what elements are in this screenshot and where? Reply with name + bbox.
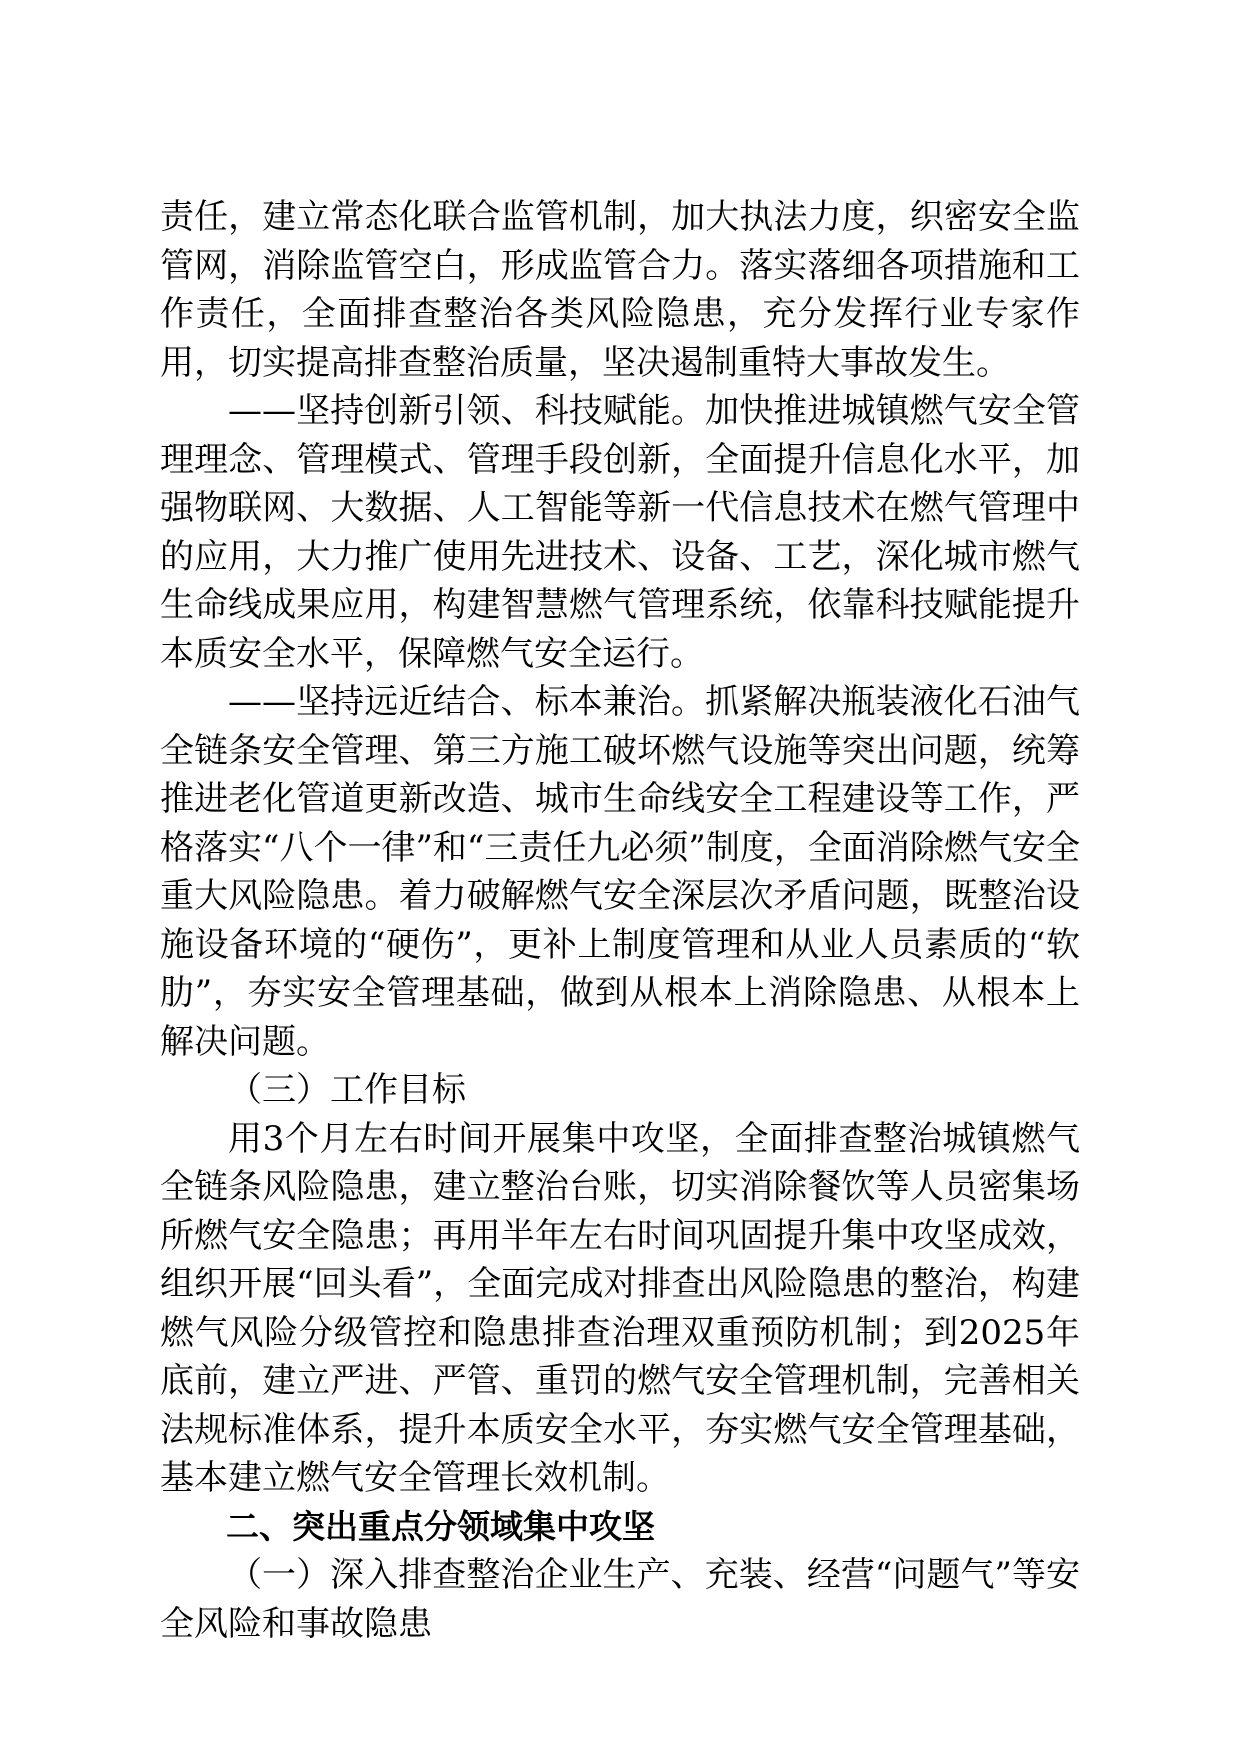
paragraph-continuation: 责任，建立常态化联合监管机制，加大执法力度，织密安全监管网，消除监管空白，形成监管合力。落实落细各项措施和工作责任，全面排查整治各类风险隐患，充分发挥行业专家作用，切实提高排查整治质量，坚决遏制重特大事故发生。 (160, 197, 1080, 383)
subsection-title-one: （一）深入排查整治企业生产、充装、经营“问题气”等安全风险和事故隐患 (160, 1555, 1080, 1644)
paragraph-long-short-term: ——坚持远近结合、标本兼治。抓紧解决瓶装液化石油气全链条安全管理、第三方施工破坏燃气设施等突出问题，统筹推进老化管道更新改造、城市生命线安全工程建设等工作，严格落实“八个一律”和“三责任九必须”制度，全面消除燃气安全重大风险隐患。着力破解燃气安全深层次矛盾问题，既整治设施设备环境的“硬伤”，更补上制度管理和从业人员素质的“软肋”，夯实安全管理基础，做到从根本上消除隐患、从根本上解决问题。 (160, 682, 1080, 1062)
chapter-heading-two: 二、突出重点分领域集中攻坚 (226, 1506, 655, 1546)
document-body (160, 193, 1080, 1648)
section-title-work-goals: （三）工作目标 (228, 1070, 466, 1110)
paragraph-innovation: ——坚持创新引领、科技赋能。加快推进城镇燃气安全管理理念、管理模式、管理手段创新，全面提升信息化水平，加强物联网、大数据、人工智能等新一代信息技术在燃气管理中的应用，大力推广使用先进技术、设备、工艺，深化城市燃气生命线成果应用，构建智慧燃气管理系统，依靠科技赋能提升本质安全水平，保障燃气安全运行。 (160, 391, 1080, 674)
paragraph-work-goals: 用3个月左右时间开展集中攻坚，全面排查整治城镇燃气全链条风险隐患，建立整治台账，切实消除餐饮等人员密集场所燃气安全隐患；再用半年左右时间巩固提升集中攻坚成效，组织开展“回头看”，全面完成对排查出风险隐患的整治，构建燃气风险分级管控和隐患排查治理双重预防机制；到2025年底前，建立严进、严管、重罚的燃气安全管理机制，完善相关法规标准体系，提升本质安全水平，夯实燃气安全管理基础，基本建立燃气安全管理长效机制。 (160, 1118, 1080, 1498)
